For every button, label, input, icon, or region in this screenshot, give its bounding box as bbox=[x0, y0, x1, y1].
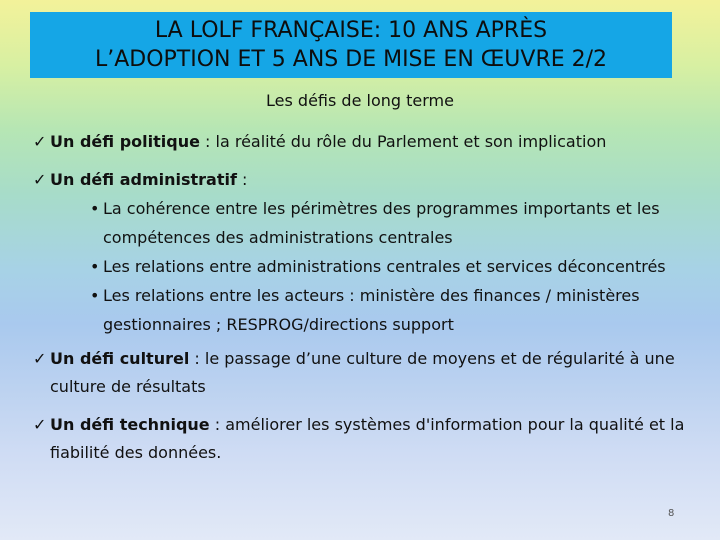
page-number: 8 bbox=[668, 508, 675, 519]
check-icon: ✓ bbox=[33, 170, 47, 189]
point-text: : la réalité du rôle du Parlement et son implication bbox=[199, 132, 607, 151]
subtitle: Les défis de long terme bbox=[266, 91, 454, 110]
title-banner bbox=[30, 12, 672, 78]
check-icon: ✓ bbox=[33, 132, 47, 151]
title-line-1: LA LOLF FRANÇAISE: 10 ANS APRÈS bbox=[154, 18, 548, 43]
content-list bbox=[33, 128, 685, 477]
point-label: Un défi administratif bbox=[50, 170, 237, 189]
point-culturel bbox=[33, 345, 685, 401]
point-label: Un défi politique bbox=[50, 132, 200, 151]
point-text: : bbox=[236, 170, 248, 189]
bullet-dot-icon: • bbox=[90, 286, 100, 305]
point-administratif bbox=[33, 166, 685, 339]
check-icon: ✓ bbox=[33, 415, 47, 434]
point-label: Un défi culturel bbox=[50, 349, 190, 368]
point-text: : le passage d’une culture de moyens et de régularité à une culture de résultats bbox=[50, 349, 675, 396]
point-label: Un défi technique bbox=[50, 415, 210, 434]
bullet-dot-icon: • bbox=[90, 199, 100, 218]
sub-item: • La cohérence entre les périmètres des programmes importants et les compétences des administrations centrales bbox=[90, 194, 685, 252]
title-line-2: L’ADOPTION ET 5 ANS DE MISE EN ŒUVRE 2/2 bbox=[94, 47, 608, 72]
point-text: : améliorer les systèmes d'information pour la qualité et la fiabilité des données. bbox=[50, 415, 685, 462]
check-icon: ✓ bbox=[33, 349, 47, 368]
point-technique bbox=[33, 411, 685, 467]
bullet-dot-icon: • bbox=[90, 257, 100, 276]
point-politique bbox=[33, 128, 685, 156]
sub-list bbox=[50, 194, 685, 339]
sub-item: • Les relations entre administrations centrales et services déconcentrés bbox=[90, 252, 685, 281]
sub-item: • Les relations entre les acteurs : ministère des finances / ministères gestionnaires ; RESPROG/directions support bbox=[90, 281, 685, 339]
